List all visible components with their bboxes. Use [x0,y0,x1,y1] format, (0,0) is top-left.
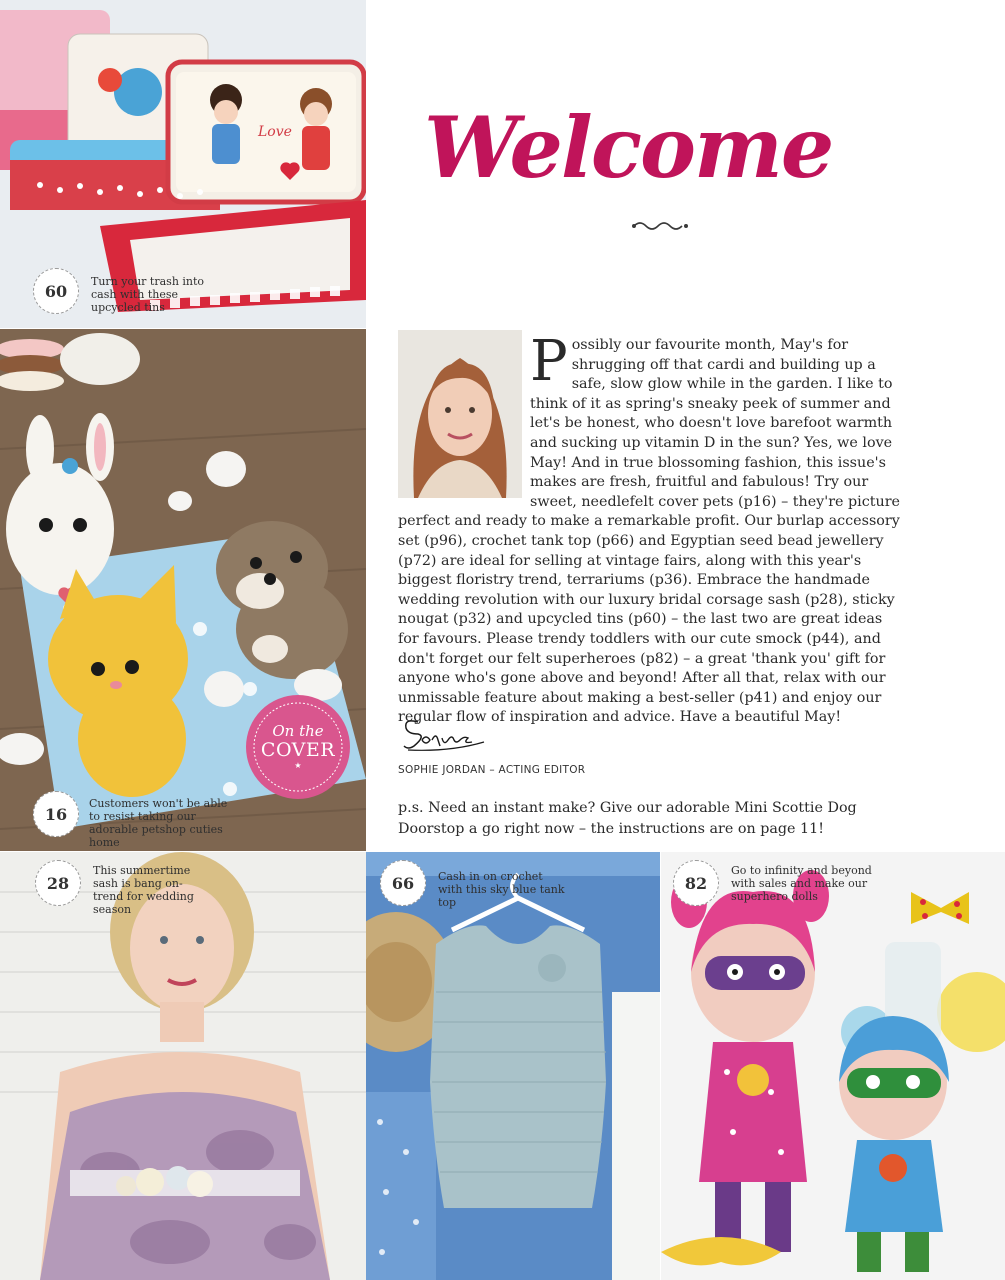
tank-top-caption: Cash in on crochet with this sky blue tank top [438,870,565,909]
page-number: 28 [46,873,70,893]
page-badge-60[interactable] [33,268,79,314]
flourish-ornament-icon [630,218,690,234]
page-number: 16 [44,804,68,824]
superheroes-photo [661,852,1005,1280]
page-title: Welcome [424,98,833,197]
sash-photo [0,852,366,1280]
superheroes-caption: Go to infinity and beyond with sales and make our superhero dolls [731,864,872,903]
postscript: p.s. Need an instant make? Give our adorable Mini Scottie Dog Doorstop a go right now – the instructions are on page 11! [398,800,857,837]
editor-letter [398,329,904,728]
on-the-cover-badge [244,693,352,801]
cover-badge-line1: On the [272,722,324,740]
letter-body: ossibly our favourite month, May's for shrugging off that cardi and building up a safe, slow glow while in the garden. I like to think of it as spring's sneaky peek of summer and let's be honest, who doesn't love barefoot warmth and sucking up vitamin D in the sun? Yes, we love May! And in true blossoming fashion, this issue's makes are fresh, fruitful and fabulous! Try our sweet, needlefelt cover pets (p16) – they're picture perfect and ready to make a remarkable profit. Our burlap accessory set (p96), crochet tank top (p66) and Egyptian seed bead jewellery (p72) are ideal for selling at vintage fairs, along with this year's biggest floristry trend, terrariums (p36). Embrace the handmade wedding revolution with our luxury bridal corsage sash (p28), sticky nougat (p32) and upcycled tins (p60) – the last two are great ideas for favours. Please trendy toddlers with our cute smock (p44), and don't forget our felt superheroes (p82) – a great 'thank you' gift for anyone who's gone above and beyond! After all that, relax with our unmissable feature about making a best-seller (p41) and enjoy our regular flow of inspiration and advice. Have a beautiful May! [398,337,901,726]
pets-caption: Customers won't be able to resist taking our adorable petshop cuties home [89,797,228,849]
editor-signature [400,712,490,754]
page-badge-66[interactable] [380,860,426,906]
page-number: 82 [684,873,708,893]
sash-caption: This summertime sash is bang on-trend for wedding season [93,864,194,916]
page-number: 60 [44,281,68,301]
star-icon: ★ [294,761,302,770]
portrait-spacer [398,336,530,512]
page-number: 66 [391,873,415,893]
tins-photo [0,0,366,328]
drop-cap: P [530,329,568,394]
tins-caption: Turn your trash into cash with these upcycled tins [91,275,205,314]
pets-photo [0,329,366,851]
page-badge-82[interactable] [673,860,719,906]
tank-top-photo [366,852,660,1280]
editor-signoff: SOPHIE JORDAN – ACTING EDITOR [398,764,586,776]
page-badge-16[interactable] [33,791,79,837]
page-badge-28[interactable] [35,860,81,906]
cover-badge-line2: COVER [260,739,336,761]
tin-label: Love [258,124,292,140]
